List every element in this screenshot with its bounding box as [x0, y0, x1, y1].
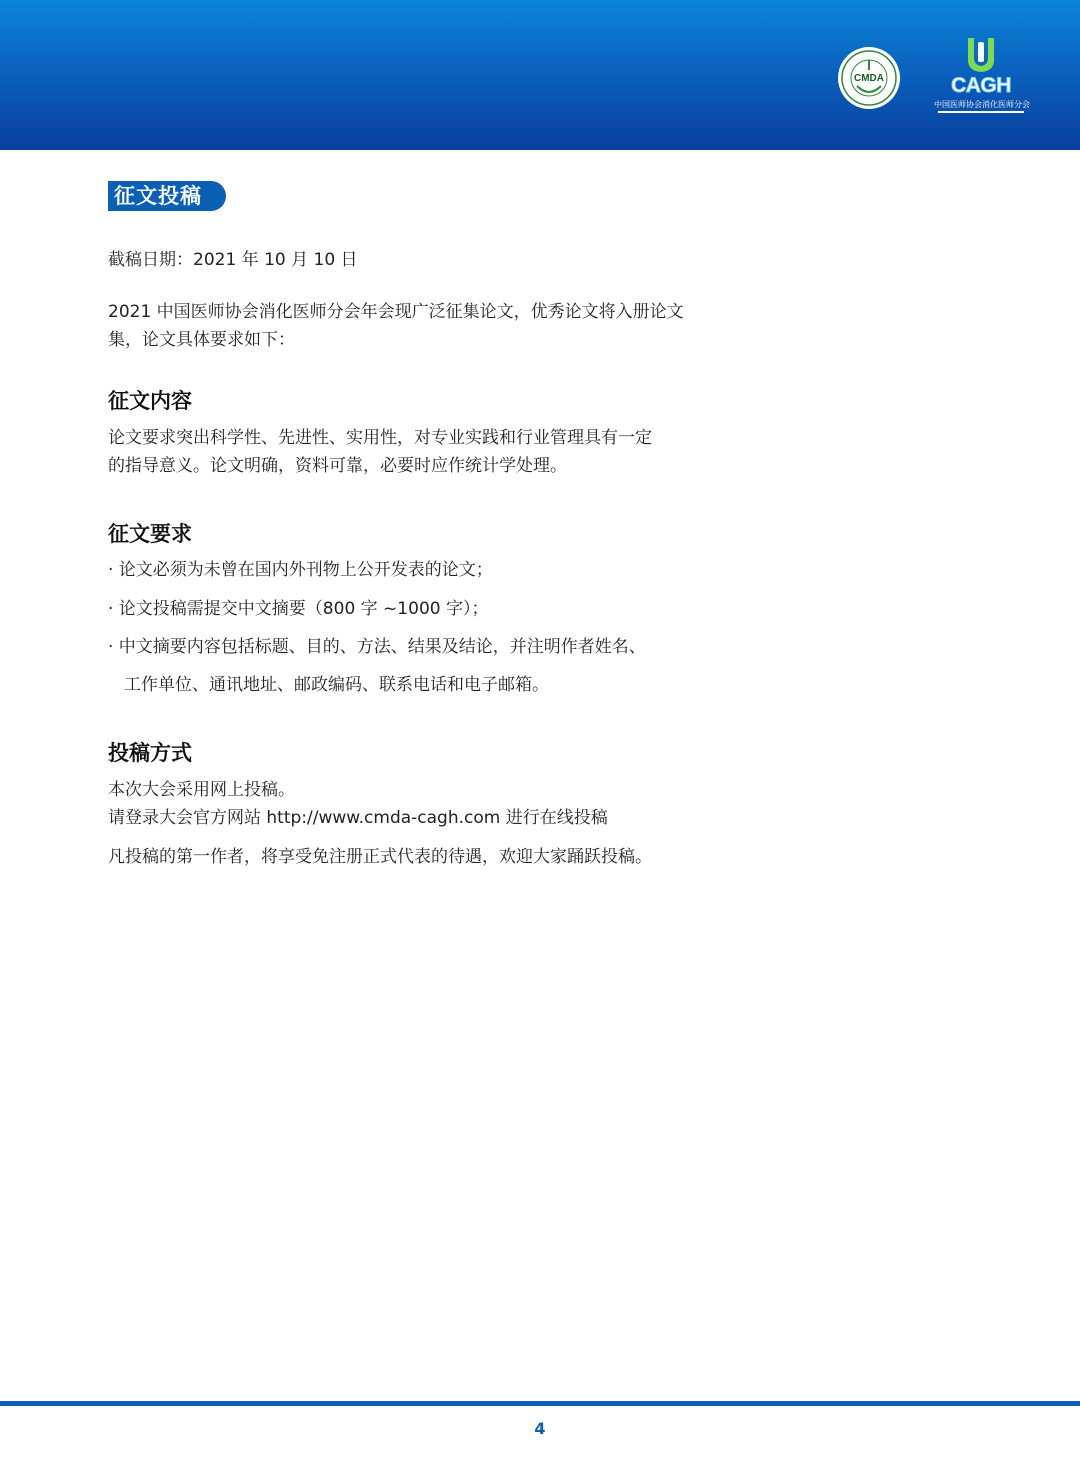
deadline-text: 截稿日期：2021 年 10 月 10 日 — [108, 250, 358, 270]
cmda-logo — [837, 46, 901, 110]
content-line-2: 的指导意义。论文明确，资料可靠，必要时应作统计学处理。 — [108, 456, 567, 476]
requirement-item-2: · 论文投稿需提交中文摘要（800 字 ~1000 字）； — [108, 599, 489, 619]
cmda-logo-text: CMDA — [854, 73, 884, 84]
submission-heading: 投稿方式 — [108, 741, 192, 765]
cagh-logo-subtitle: 中国医师协会消化医师分会 — [934, 100, 1030, 109]
intro-line-2: 集，论文具体要求如下： — [108, 330, 295, 350]
requirements-heading: 征文要求 — [108, 522, 192, 546]
cagh-logo — [934, 36, 1028, 116]
submission-line-1: 本次大会采用网上投稿。 — [108, 780, 295, 800]
cagh-logo-text: CAGH — [951, 74, 1011, 97]
cagh-logo-underline — [938, 111, 1024, 113]
content-heading: 征文内容 — [108, 389, 192, 413]
content-line-1: 论文要求突出科学性、先进性、实用性，对专业实践和行业管理具有一定 — [108, 428, 652, 448]
requirement-item-3: · 中文摘要内容包括标题、目的、方法、结果及结论，并注明作者姓名、 — [108, 637, 646, 657]
submission-website-line: 请登录大会官方网站 http://www.cmda-cagh.com 进行在线投稿 — [108, 808, 608, 828]
intro-line-1: 2021 中国医师协会消化医师分会年会现广泛征集论文，优秀论文将入册论文 — [108, 302, 684, 322]
section-tag: 征文投稿 — [108, 181, 226, 211]
requirement-item-3-continued: 工作单位、通讯地址、邮政编码、联系电话和电子邮箱。 — [124, 675, 549, 695]
submission-line-3: 凡投稿的第一作者，将享受免注册正式代表的待遇，欢迎大家踊跃投稿。 — [108, 847, 652, 867]
cagh-emblem-icon — [964, 36, 998, 74]
header-band — [0, 0, 1080, 150]
requirement-item-1: · 论文必须为未曾在国内外刊物上公开发表的论文； — [108, 560, 493, 580]
footer-rule — [0, 1401, 1080, 1406]
page-number: 4 — [534, 1419, 546, 1438]
